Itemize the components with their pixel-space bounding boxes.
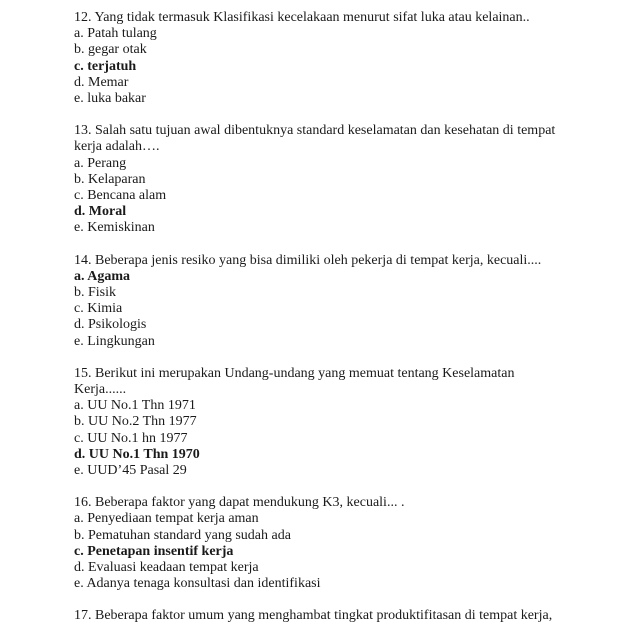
option-a: a. Penyediaan tempat kerja aman [74, 511, 259, 527]
option-a: a. UU No.1 Thn 1971 [74, 398, 196, 414]
option-e: e. Kemiskinan [74, 220, 155, 236]
question-16 [74, 495, 574, 592]
question-13 [74, 123, 574, 236]
option-e: e. luka bakar [74, 91, 146, 107]
option-d-answer: d. UU No.1 Thn 1970 [74, 446, 200, 462]
option-d: d. Evaluasi keadaan tempat kerja [74, 560, 259, 576]
question-text: 14. Beberapa jenis resiko yang bisa dimiliki oleh pekerja di tempat kerja, kecuali.... [74, 252, 542, 268]
question-list [74, 10, 574, 609]
question-text: 15. Berikut ini merupakan Undang-undang yang memuat tentang Keselamatan Kerja...... [74, 365, 515, 398]
option-b: b. Fisik [74, 285, 117, 301]
question-text: 16. Beberapa faktor yang dapat mendukung K3, kecuali... . [74, 495, 405, 511]
question-17 [74, 608, 594, 624]
option-e: e. Lingkungan [74, 333, 155, 349]
option-d-answer: d. Moral [74, 204, 127, 220]
option-e: e. UUD’45 Pasal 29 [74, 463, 187, 479]
option-b: b. Pematuhan standard yang sudah ada [74, 527, 291, 543]
option-c-answer: c. terjatuh [74, 58, 137, 74]
option-b: b. UU No.2 Thn 1977 [74, 414, 197, 430]
option-c: c. Kimia [74, 301, 123, 317]
option-c: c. UU No.1 hn 1977 [74, 430, 188, 446]
option-a: a. Perang [74, 155, 127, 171]
question-12 [74, 10, 574, 107]
option-b: b. gegar otak [74, 42, 147, 58]
question-text: 17. Beberapa faktor umum yang menghambat tingkat produktifitasan di tempat kerja, [74, 608, 553, 623]
question-14 [74, 253, 574, 350]
option-c: c. Bencana alam [74, 188, 167, 204]
option-a-answer: a. Agama [74, 268, 130, 284]
question-text: 12. Yang tidak termasuk Klasifikasi kecelakaan menurut sifat luka atau kelainan.. [74, 10, 530, 25]
question-15 [74, 366, 574, 479]
option-b: b. Kelaparan [74, 171, 146, 187]
option-e: e. Adanya tenaga konsultasi dan identifikasi [74, 576, 321, 592]
option-d: d. Memar [74, 74, 129, 90]
option-c-answer: c. Penetapan insentif kerja [74, 543, 234, 559]
option-a: a. Patah tulang [74, 26, 157, 42]
question-text: 13. Salah satu tujuan awal dibentuknya standard keselamatan dan kesehatan di tempat kerja adalah…. [74, 123, 556, 155]
option-d: d. Psikologis [74, 317, 147, 333]
